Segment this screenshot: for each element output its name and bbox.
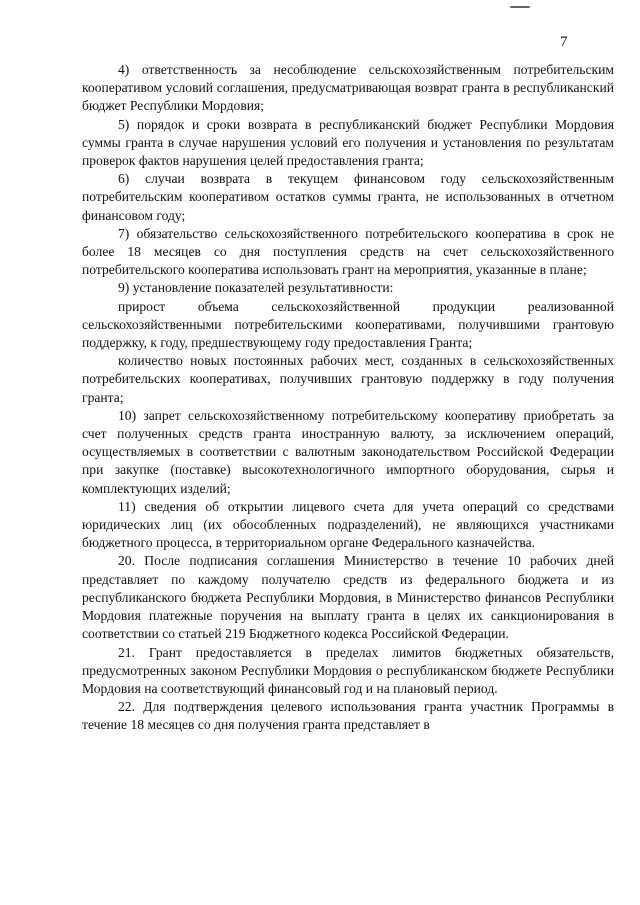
- scan-artifact-mark: [510, 6, 530, 8]
- paragraph-indicator-jobs: количество новых постоянных рабочих мест, созданных в сельскохозяйственных потребительских кооперативах, получивших грантовую поддержку в году получения гранта;: [82, 353, 614, 405]
- page-number: 7: [560, 34, 568, 50]
- paragraph-indicator-production: прирост объема сельскохозяйственной продукции реализованной сельскохозяйственными потребительскими кооперативами, получившими грантовую поддержку, к году, предшествующему году предоставления Гранта;: [82, 298, 614, 351]
- paragraph-clause-21: 21. Грант предоставляется в пределах лимитов бюджетных обязательств, предусмотренных законом Республики Мордовия о республиканском бюджете Республики Мордовия на соответствующий финансовый год и на плановый период.: [82, 644, 614, 696]
- paragraph-item-11: 11) сведения об открытии лицевого счета для учета операций со средствами юридических лиц (их обособленных подразделений), не являющихся участниками бюджетного процесса, в территориальном органе Федерального казначейства.: [82, 498, 614, 551]
- paragraph-clause-22: 22. Для подтверждения целевого использования гранта участник Программы в течение 18 месяцев со дня получения гранта представляет в: [82, 699, 614, 733]
- paragraph-item-5: 5) порядок и сроки возврата в республиканский бюджет Республики Мордовия суммы гранта в случае нарушения условий его получения и установления по результатам проверок фактов нарушения целей предоставления гранта;: [82, 116, 614, 169]
- paragraph-item-7: 7) обязательство сельскохозяйственного потребительского кооператива в срок не более 18 месяцев со дня поступления средств на счет сельскохозяйственного потребительского кооператива использовать грант на мероприятия, указанные в плане;: [82, 225, 614, 278]
- paragraph-item-9: 9) установление показателей результативности:: [118, 280, 394, 296]
- paragraph-clause-20: 20. После подписания соглашения Министерство в течение 10 рабочих дней представляет по каждому получателю средств из федерального бюджета и из республиканского бюджета Республики Мордовия, в Министерство финансов Республики Мордовия платежные поручения на выплату гранта в целях их санкционирования в соответствии со статьей 219 Бюджетного кодекса Российской Федерации.: [82, 553, 614, 642]
- paragraph-item-10: 10) запрет сельскохозяйственному потребительскому кооперативу приобретать за счет полученных средств гранта иностранную валюту, за исключением операций, осуществляемых в соответствии с валютным законодательством Российской Федерации при закупке (поставке) высокотехнологичного импортного оборудования, сырья и комплектующих изделий;: [82, 407, 614, 496]
- paragraph-item-4: 4) ответственность за несоблюдение сельскохозяйственным потребительским кооперативом условий соглашения, предусматривающая возврат гранта в республиканский бюджет Республики Мордовия;: [82, 62, 614, 114]
- paragraph-item-6: 6) случаи возврата в текущем финансовом году сельскохозяйственным потребительским кооперативом остатков суммы гранта, не использованных в отчетном финансовом году;: [82, 171, 614, 223]
- document-body: [82, 61, 614, 735]
